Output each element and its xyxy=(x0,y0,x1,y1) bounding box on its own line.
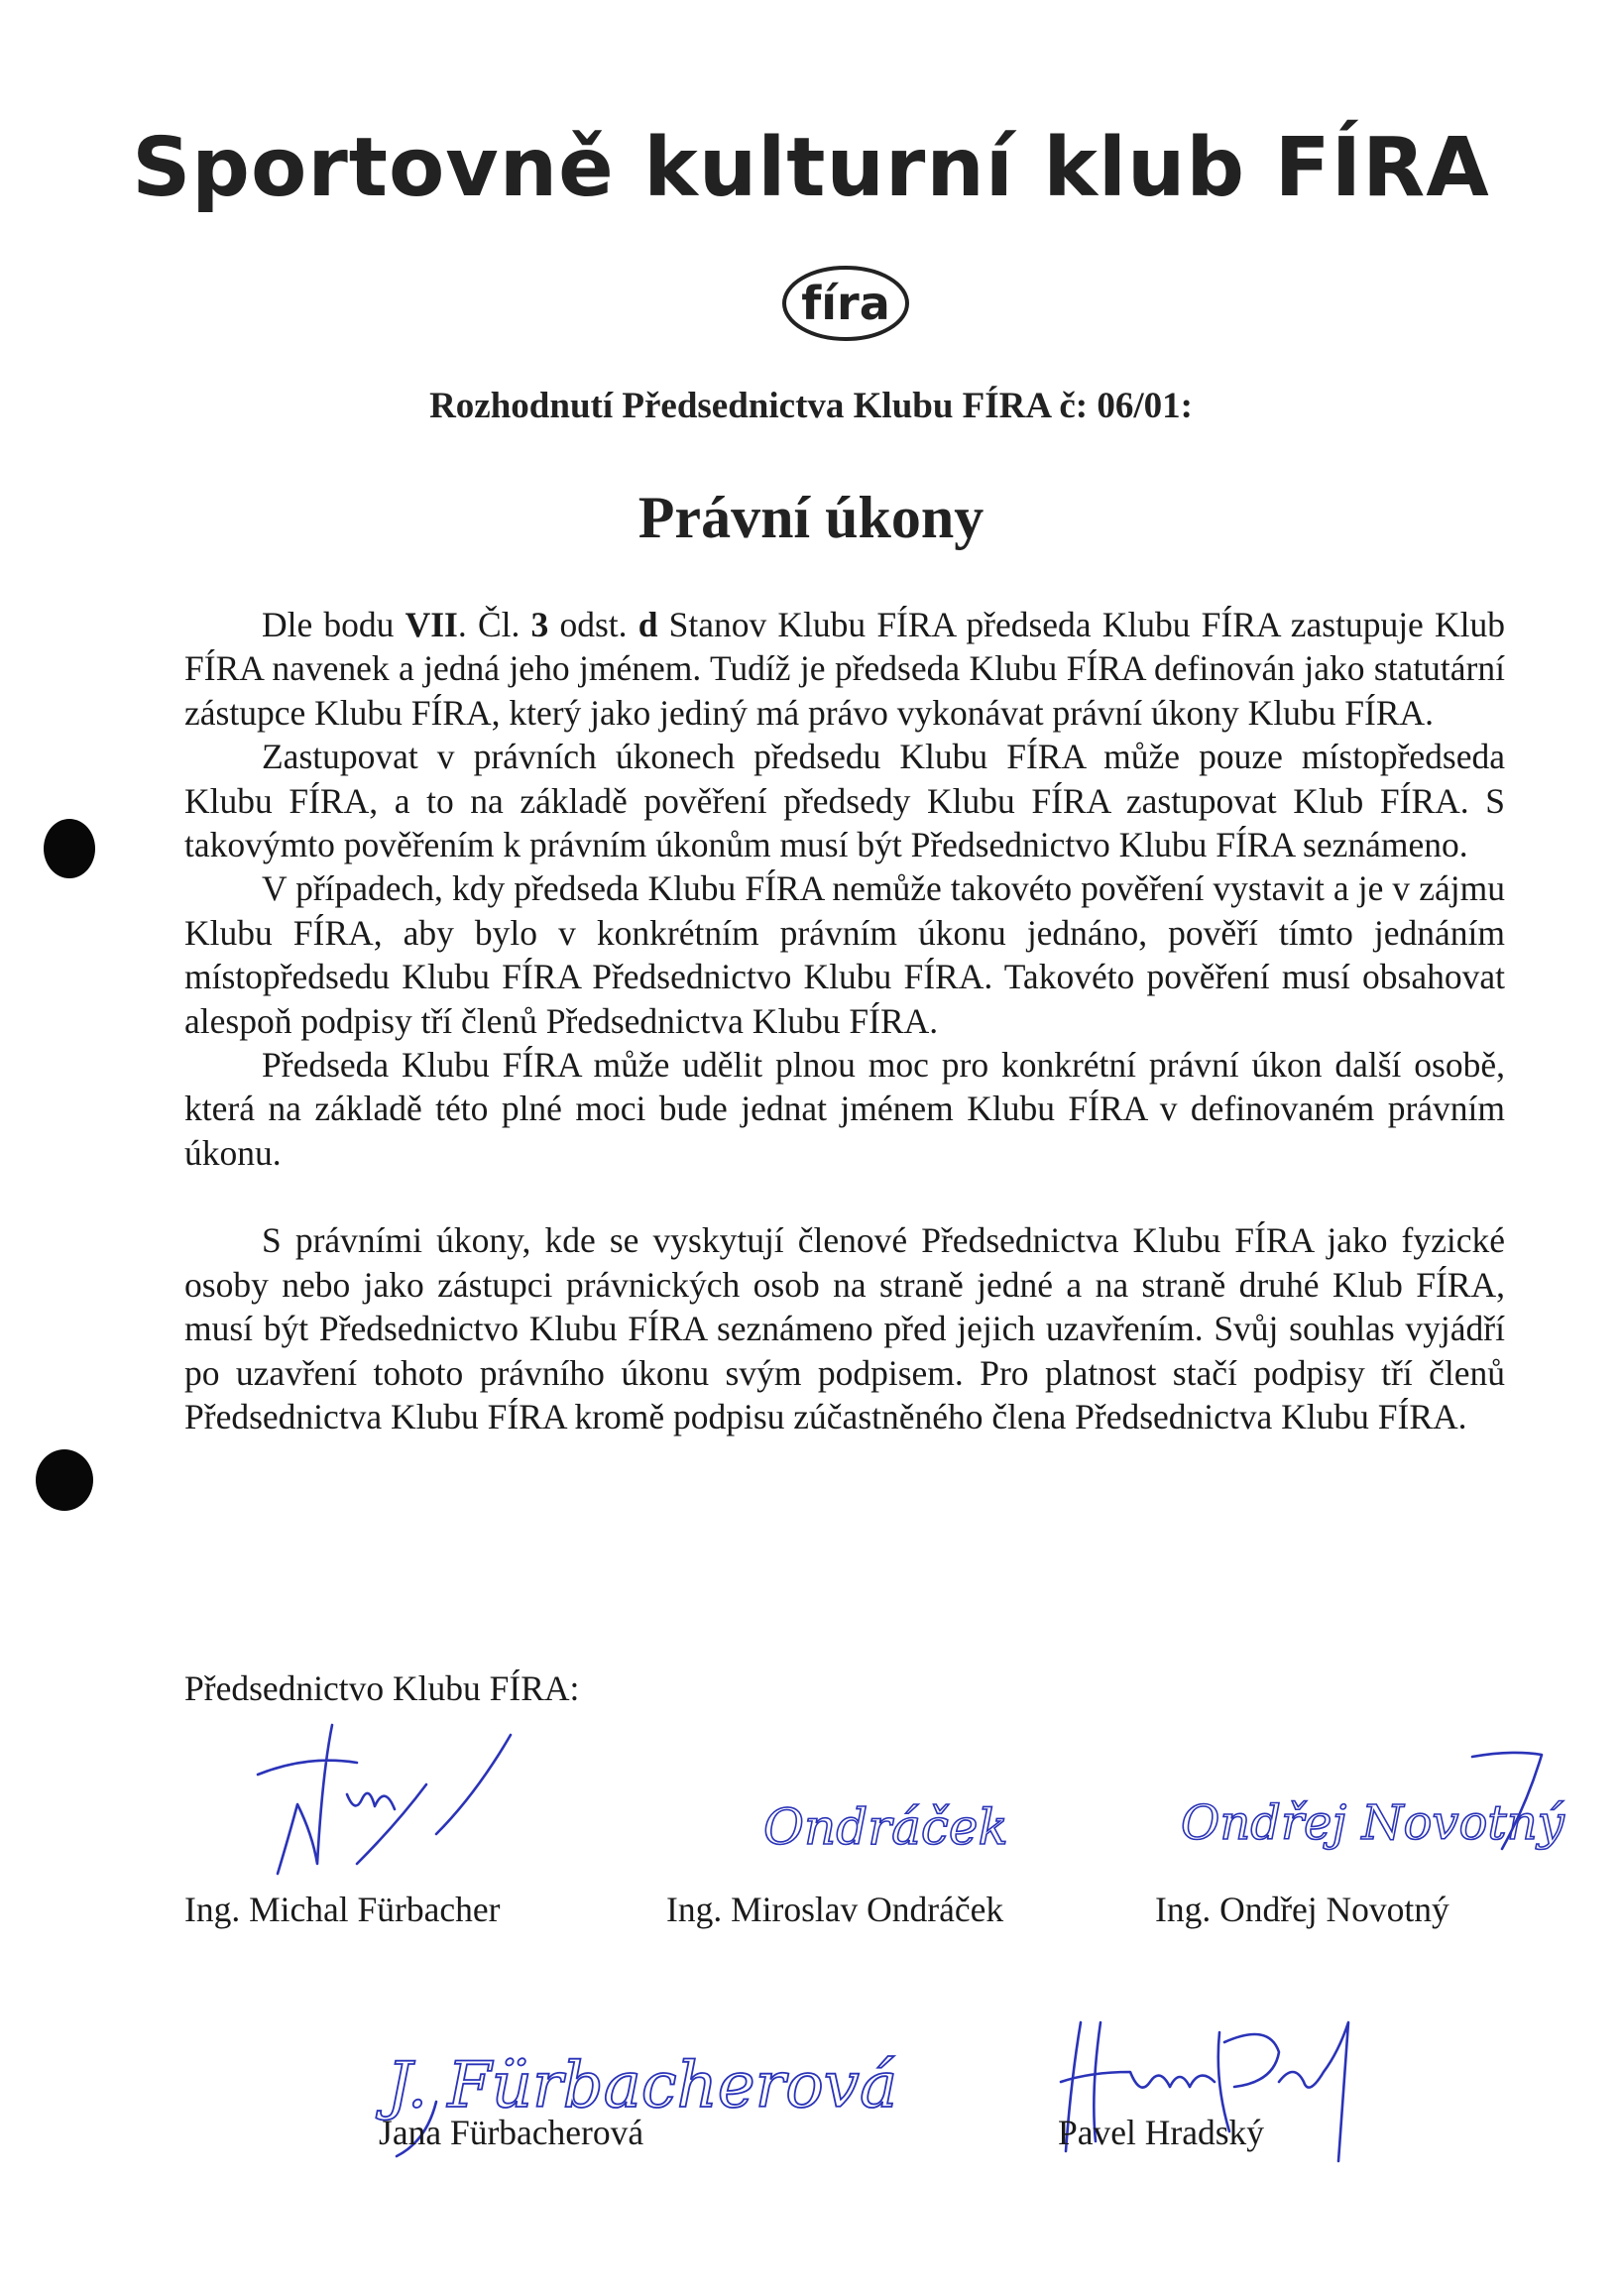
decision-line: Rozhodnutí Předsednictva Klubu FÍRA č: 06/01: xyxy=(429,386,1193,426)
svg-text:Ondřej Novotný: Ondřej Novotný xyxy=(1181,1795,1564,1851)
svg-text:J. Fürbacherová: J. Fürbacherová xyxy=(387,2049,898,2123)
punch-hole-bottom xyxy=(36,1449,93,1511)
p1-text-b: . Čl. xyxy=(457,605,531,644)
p1-bold-letter: d xyxy=(637,605,658,644)
signatory-name-1: Ing. Michal Fürbacher xyxy=(184,1890,501,1929)
document-title: Právní úkony xyxy=(637,485,985,550)
signatory-name-4: Jana Fürbacherová xyxy=(379,2113,644,2152)
club-logo xyxy=(776,260,915,351)
p1-text-c: odst. xyxy=(548,605,638,644)
p1-text-a: Dle bodu xyxy=(262,605,406,644)
svg-text:Ondráček: Ondráček xyxy=(763,1798,1008,1856)
p1-bold-section: VII xyxy=(405,605,458,644)
paragraph-5: S právními úkony, kde se vyskytují členové Předsednictva Klubu FÍRA jako fyzické osoby nebo jako zástupci právnických osob na straně jedné a na straně druhé Klub FÍRA, musí být Předsednictvo Klubu FÍRA seznámeno před jejich uzavřením. Svůj souhlas vyjádří po uzavření tohoto právního úkonu svým podpisem. Pro platnost stačí podpisy tří členů Předsednictva Klubu FÍRA kromě podpisu zúčastněného člena Předsednictva Klubu FÍRA. xyxy=(184,1220,1505,1436)
punch-hole-top xyxy=(44,819,95,878)
paragraph-4: Předseda Klubu FÍRA může udělit plnou moc pro konkrétní právní úkon další osobě, která na základě této plné moci bude jednat jménem Klubu FÍRA v definovaném právním úkonu. xyxy=(184,1045,1505,1173)
p1-text-d: Stanov Klubu FÍRA předseda Klubu FÍRA zastupuje Klub FÍRA navenek a jedná jeho jménem. Tudíž je předseda Klubu FÍRA definován jako statutární zástupce Klubu FÍRA, který jako jediný má právo vykonávat právní úkony Klubu FÍRA. xyxy=(184,605,1505,733)
signatory-name-5: Pavel Hradský xyxy=(1058,2113,1265,2152)
paragraph-1 xyxy=(184,603,1505,735)
signature-miroslav-ondracek xyxy=(753,1784,1008,1874)
svg-text:fíra: fíra xyxy=(801,277,890,330)
p1-bold-article: 3 xyxy=(530,605,549,644)
signatory-name-2: Ing. Miroslav Ondráček xyxy=(666,1890,1004,1929)
signatures-heading: Předsednictvo Klubu FÍRA: xyxy=(184,1668,580,1708)
club-name-heading: Sportovně kulturní klub FÍRA xyxy=(132,121,1490,215)
signatory-name-3: Ing. Ondřej Novotný xyxy=(1155,1890,1449,1929)
paragraph-3: V případech, kdy předseda Klubu FÍRA nemůže takovéto pověření vystavit a je v zájmu Klubu FÍRA, aby bylo v konkrétním právním úkonu jednáno, pověří tímto jednáním místopředsedu Klubu FÍRA Předsednictvo Klubu FÍRA. Takovéto pověření musí obsahovat alespoň podpisy tří členů Předsednictva Klubu FÍRA. xyxy=(184,868,1505,1041)
paragraph-2: Zastupovat v právních úkonech předsedu Klubu FÍRA může pouze místopředseda Klubu FÍRA, a to na základě pověření předsedy Klubu FÍRA zastupovat Klub FÍRA. S takovýmto pověřením k právním úkonům musí být Předsednictvo Klubu FÍRA seznámeno. xyxy=(184,737,1505,865)
signature-ondrej-novotny xyxy=(1175,1745,1564,1874)
signature-michal-furbacher xyxy=(238,1715,535,1884)
document-body xyxy=(184,603,1505,1438)
